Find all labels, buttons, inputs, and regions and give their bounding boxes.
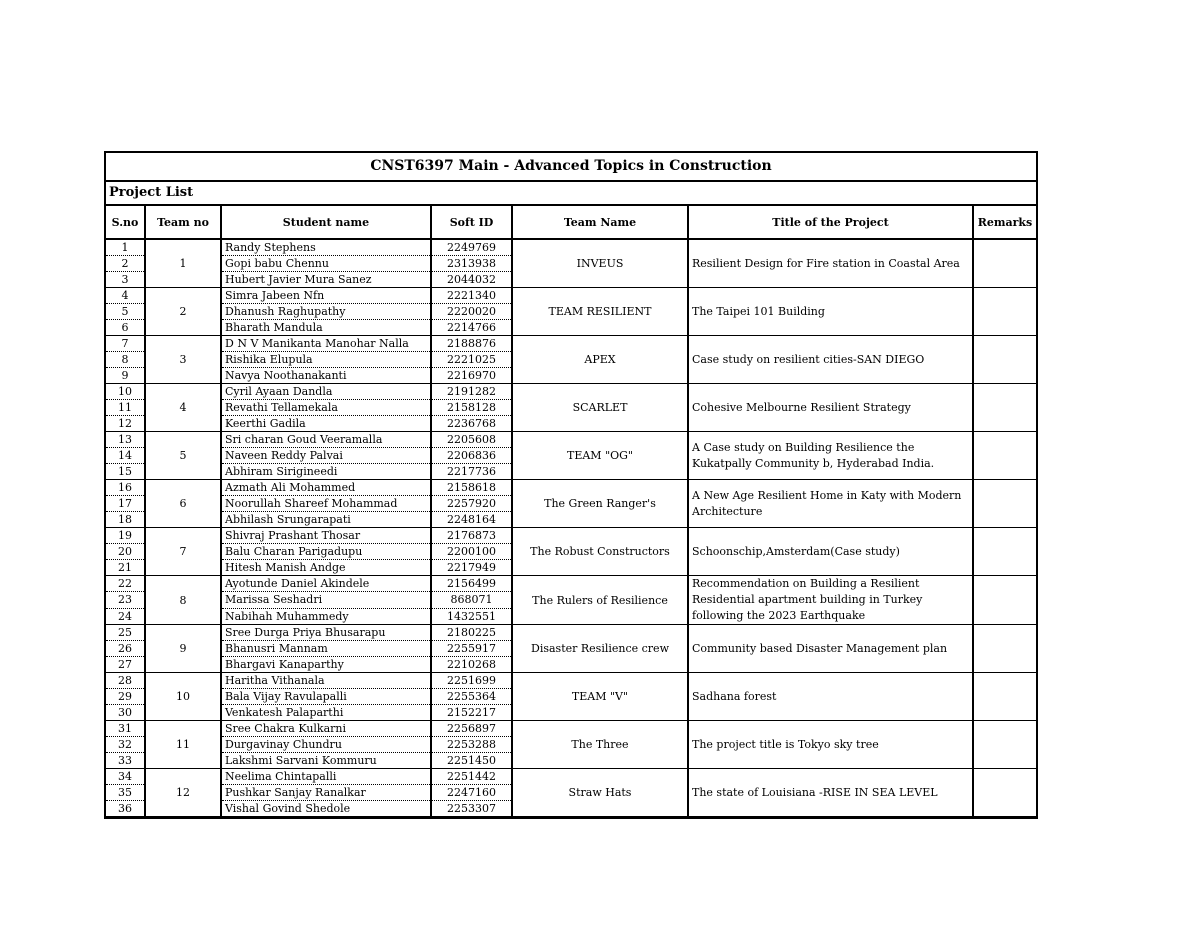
table-row xyxy=(106,480,1036,496)
student-name-cell: Bhanusri Mannam xyxy=(221,641,431,657)
header-remarks: Remarks xyxy=(973,206,1036,239)
table-row xyxy=(106,721,1036,737)
header-student-name: Student name xyxy=(221,206,431,239)
header-team-name: Team Name xyxy=(512,206,688,239)
soft-id-cell: 2256897 xyxy=(431,721,512,737)
student-name-cell: Azmath Ali Mohammed xyxy=(221,480,431,496)
project-title-cell: Case study on resilient cities-SAN DIEGO xyxy=(688,336,973,384)
student-name-cell: Sri charan Goud Veeramalla xyxy=(221,432,431,448)
serial-number-cell: 9 xyxy=(106,368,145,384)
serial-number-cell: 12 xyxy=(106,416,145,432)
remarks-cell xyxy=(973,721,1036,769)
sheet-subtitle: Project List xyxy=(106,182,1036,206)
remarks-cell xyxy=(973,769,1036,817)
table-row xyxy=(106,432,1036,448)
team-number-cell: 8 xyxy=(145,576,221,625)
student-name-cell: Bharath Mandula xyxy=(221,320,431,336)
serial-number-cell: 29 xyxy=(106,689,145,705)
table-row xyxy=(106,336,1036,352)
student-name-cell: Neelima Chintapalli xyxy=(221,769,431,785)
serial-number-cell: 7 xyxy=(106,336,145,352)
soft-id-cell: 2158618 xyxy=(431,480,512,496)
team-number-cell: 3 xyxy=(145,336,221,384)
remarks-cell xyxy=(973,480,1036,528)
serial-number-cell: 33 xyxy=(106,753,145,769)
serial-number-cell: 31 xyxy=(106,721,145,737)
soft-id-cell: 2247160 xyxy=(431,785,512,801)
project-title-cell: Sadhana forest xyxy=(688,673,973,721)
project-list-sheet xyxy=(104,151,1038,819)
soft-id-cell: 2236768 xyxy=(431,416,512,432)
table-row xyxy=(106,673,1036,689)
project-title-cell: The state of Louisiana -RISE IN SEA LEVEL xyxy=(688,769,973,817)
serial-number-cell: 20 xyxy=(106,544,145,560)
student-name-cell: Gopi babu Chennu xyxy=(221,256,431,272)
project-title-cell: Community based Disaster Management plan xyxy=(688,625,973,673)
soft-id-cell: 2253288 xyxy=(431,737,512,753)
serial-number-cell: 13 xyxy=(106,432,145,448)
student-name-cell: Keerthi Gadila xyxy=(221,416,431,432)
student-name-cell: Balu Charan Parigadupu xyxy=(221,544,431,560)
project-title-cell: Resilient Design for Fire station in Coastal Area xyxy=(688,239,973,288)
soft-id-cell: 2205608 xyxy=(431,432,512,448)
serial-number-cell: 14 xyxy=(106,448,145,464)
serial-number-cell: 5 xyxy=(106,304,145,320)
soft-id-cell: 868071 xyxy=(431,592,512,608)
soft-id-cell: 2248164 xyxy=(431,512,512,528)
team-name-cell: The Green Ranger's xyxy=(512,480,688,528)
table-row xyxy=(106,576,1036,592)
remarks-cell xyxy=(973,288,1036,336)
student-name-cell: Nabihah Muhammedy xyxy=(221,608,431,624)
header-project-title: Title of the Project xyxy=(688,206,973,239)
remarks-cell xyxy=(973,673,1036,721)
team-number-cell: 1 xyxy=(145,239,221,288)
student-name-cell: Revathi Tellamekala xyxy=(221,400,431,416)
soft-id-cell: 2251450 xyxy=(431,753,512,769)
serial-number-cell: 22 xyxy=(106,576,145,592)
student-name-cell: Durgavinay Chundru xyxy=(221,737,431,753)
team-name-cell: SCARLET xyxy=(512,384,688,432)
table-row xyxy=(106,384,1036,400)
soft-id-cell: 2176873 xyxy=(431,528,512,544)
serial-number-cell: 4 xyxy=(106,288,145,304)
soft-id-cell: 2200100 xyxy=(431,544,512,560)
team-number-cell: 9 xyxy=(145,625,221,673)
student-name-cell: Bala Vijay Ravulapalli xyxy=(221,689,431,705)
table-body xyxy=(106,239,1036,817)
project-title-cell: A New Age Resilient Home in Katy with Modern Architecture xyxy=(688,480,973,528)
header-team-no: Team no xyxy=(145,206,221,239)
serial-number-cell: 15 xyxy=(106,464,145,480)
remarks-cell xyxy=(973,432,1036,480)
student-name-cell: Venkatesh Palaparthi xyxy=(221,705,431,721)
serial-number-cell: 6 xyxy=(106,320,145,336)
team-name-cell: Straw Hats xyxy=(512,769,688,817)
remarks-cell xyxy=(973,336,1036,384)
team-number-cell: 5 xyxy=(145,432,221,480)
project-title-cell: Cohesive Melbourne Resilient Strategy xyxy=(688,384,973,432)
table-row xyxy=(106,528,1036,544)
student-name-cell: Lakshmi Sarvani Kommuru xyxy=(221,753,431,769)
serial-number-cell: 34 xyxy=(106,769,145,785)
serial-number-cell: 16 xyxy=(106,480,145,496)
soft-id-cell: 2206836 xyxy=(431,448,512,464)
serial-number-cell: 10 xyxy=(106,384,145,400)
serial-number-cell: 8 xyxy=(106,352,145,368)
soft-id-cell: 2313938 xyxy=(431,256,512,272)
serial-number-cell: 3 xyxy=(106,272,145,288)
soft-id-cell: 2210268 xyxy=(431,657,512,673)
serial-number-cell: 2 xyxy=(106,256,145,272)
student-name-cell: Abhilash Srungarapati xyxy=(221,512,431,528)
soft-id-cell: 2249769 xyxy=(431,239,512,256)
team-name-cell: INVEUS xyxy=(512,239,688,288)
student-name-cell: Sree Chakra Kulkarni xyxy=(221,721,431,737)
student-name-cell: Pushkar Sanjay Ranalkar xyxy=(221,785,431,801)
student-name-cell: Naveen Reddy Palvai xyxy=(221,448,431,464)
soft-id-cell: 2217949 xyxy=(431,560,512,576)
student-name-cell: Navya Noothanakanti xyxy=(221,368,431,384)
serial-number-cell: 21 xyxy=(106,560,145,576)
soft-id-cell: 2216970 xyxy=(431,368,512,384)
student-name-cell: Hitesh Manish Andge xyxy=(221,560,431,576)
team-number-cell: 7 xyxy=(145,528,221,576)
remarks-cell xyxy=(973,528,1036,576)
student-name-cell: Hubert Javier Mura Sanez xyxy=(221,272,431,288)
serial-number-cell: 25 xyxy=(106,625,145,641)
student-name-cell: Dhanush Raghupathy xyxy=(221,304,431,320)
student-name-cell: Noorullah Shareef Mohammad xyxy=(221,496,431,512)
team-number-cell: 10 xyxy=(145,673,221,721)
soft-id-cell: 2221340 xyxy=(431,288,512,304)
serial-number-cell: 28 xyxy=(106,673,145,689)
soft-id-cell: 2152217 xyxy=(431,705,512,721)
serial-number-cell: 27 xyxy=(106,657,145,673)
header-sno: S.no xyxy=(106,206,145,239)
serial-number-cell: 26 xyxy=(106,641,145,657)
student-name-cell: Simra Jabeen Nfn xyxy=(221,288,431,304)
team-number-cell: 12 xyxy=(145,769,221,817)
team-name-cell: TEAM RESILIENT xyxy=(512,288,688,336)
team-number-cell: 11 xyxy=(145,721,221,769)
project-title-cell: The project title is Tokyo sky tree xyxy=(688,721,973,769)
team-name-cell: The Three xyxy=(512,721,688,769)
project-title-cell: Recommendation on Building a Resilient Residential apartment building in Turkey following the 2023 Earthquake xyxy=(688,576,973,625)
serial-number-cell: 1 xyxy=(106,239,145,256)
student-name-cell: Ayotunde Daniel Akindele xyxy=(221,576,431,592)
remarks-cell xyxy=(973,384,1036,432)
project-table xyxy=(106,206,1036,817)
soft-id-cell: 2255364 xyxy=(431,689,512,705)
student-name-cell: Vishal Govind Shedole xyxy=(221,801,431,817)
serial-number-cell: 11 xyxy=(106,400,145,416)
soft-id-cell: 2253307 xyxy=(431,801,512,817)
header-soft-id: Soft ID xyxy=(431,206,512,239)
student-name-cell: Marissa Seshadri xyxy=(221,592,431,608)
soft-id-cell: 2191282 xyxy=(431,384,512,400)
team-name-cell: Disaster Resilience crew xyxy=(512,625,688,673)
project-title-cell: Schoonschip,Amsterdam(Case study) xyxy=(688,528,973,576)
team-number-cell: 4 xyxy=(145,384,221,432)
team-number-cell: 6 xyxy=(145,480,221,528)
sheet-title: CNST6397 Main - Advanced Topics in Construction xyxy=(106,153,1036,182)
table-row xyxy=(106,625,1036,641)
soft-id-cell: 2251699 xyxy=(431,673,512,689)
student-name-cell: Rishika Elupula xyxy=(221,352,431,368)
team-name-cell: APEX xyxy=(512,336,688,384)
soft-id-cell: 2044032 xyxy=(431,272,512,288)
remarks-cell xyxy=(973,239,1036,288)
soft-id-cell: 2156499 xyxy=(431,576,512,592)
soft-id-cell: 2214766 xyxy=(431,320,512,336)
table-row xyxy=(106,239,1036,256)
table-row xyxy=(106,769,1036,785)
soft-id-cell: 2221025 xyxy=(431,352,512,368)
soft-id-cell: 1432551 xyxy=(431,608,512,624)
student-name-cell: Haritha Vithanala xyxy=(221,673,431,689)
table-header xyxy=(106,206,1036,239)
soft-id-cell: 2180225 xyxy=(431,625,512,641)
student-name-cell: D N V Manikanta Manohar Nalla xyxy=(221,336,431,352)
serial-number-cell: 30 xyxy=(106,705,145,721)
soft-id-cell: 2251442 xyxy=(431,769,512,785)
remarks-cell xyxy=(973,576,1036,625)
team-number-cell: 2 xyxy=(145,288,221,336)
serial-number-cell: 35 xyxy=(106,785,145,801)
soft-id-cell: 2220020 xyxy=(431,304,512,320)
student-name-cell: Cyril Ayaan Dandla xyxy=(221,384,431,400)
remarks-cell xyxy=(973,625,1036,673)
serial-number-cell: 19 xyxy=(106,528,145,544)
student-name-cell: Randy Stephens xyxy=(221,239,431,256)
team-name-cell: TEAM "OG" xyxy=(512,432,688,480)
soft-id-cell: 2158128 xyxy=(431,400,512,416)
project-title-cell: The Taipei 101 Building xyxy=(688,288,973,336)
student-name-cell: Abhiram Sirigineedi xyxy=(221,464,431,480)
soft-id-cell: 2255917 xyxy=(431,641,512,657)
student-name-cell: Shivraj Prashant Thosar xyxy=(221,528,431,544)
serial-number-cell: 23 xyxy=(106,592,145,608)
table-row xyxy=(106,288,1036,304)
project-title-cell: A Case study on Building Resilience the Kukatpally Community b, Hyderabad India. xyxy=(688,432,973,480)
serial-number-cell: 36 xyxy=(106,801,145,817)
soft-id-cell: 2257920 xyxy=(431,496,512,512)
team-name-cell: The Rulers of Resilience xyxy=(512,576,688,625)
soft-id-cell: 2188876 xyxy=(431,336,512,352)
soft-id-cell: 2217736 xyxy=(431,464,512,480)
serial-number-cell: 24 xyxy=(106,608,145,624)
serial-number-cell: 18 xyxy=(106,512,145,528)
serial-number-cell: 32 xyxy=(106,737,145,753)
student-name-cell: Sree Durga Priya Bhusarapu xyxy=(221,625,431,641)
team-name-cell: TEAM "V" xyxy=(512,673,688,721)
student-name-cell: Bhargavi Kanaparthy xyxy=(221,657,431,673)
serial-number-cell: 17 xyxy=(106,496,145,512)
team-name-cell: The Robust Constructors xyxy=(512,528,688,576)
